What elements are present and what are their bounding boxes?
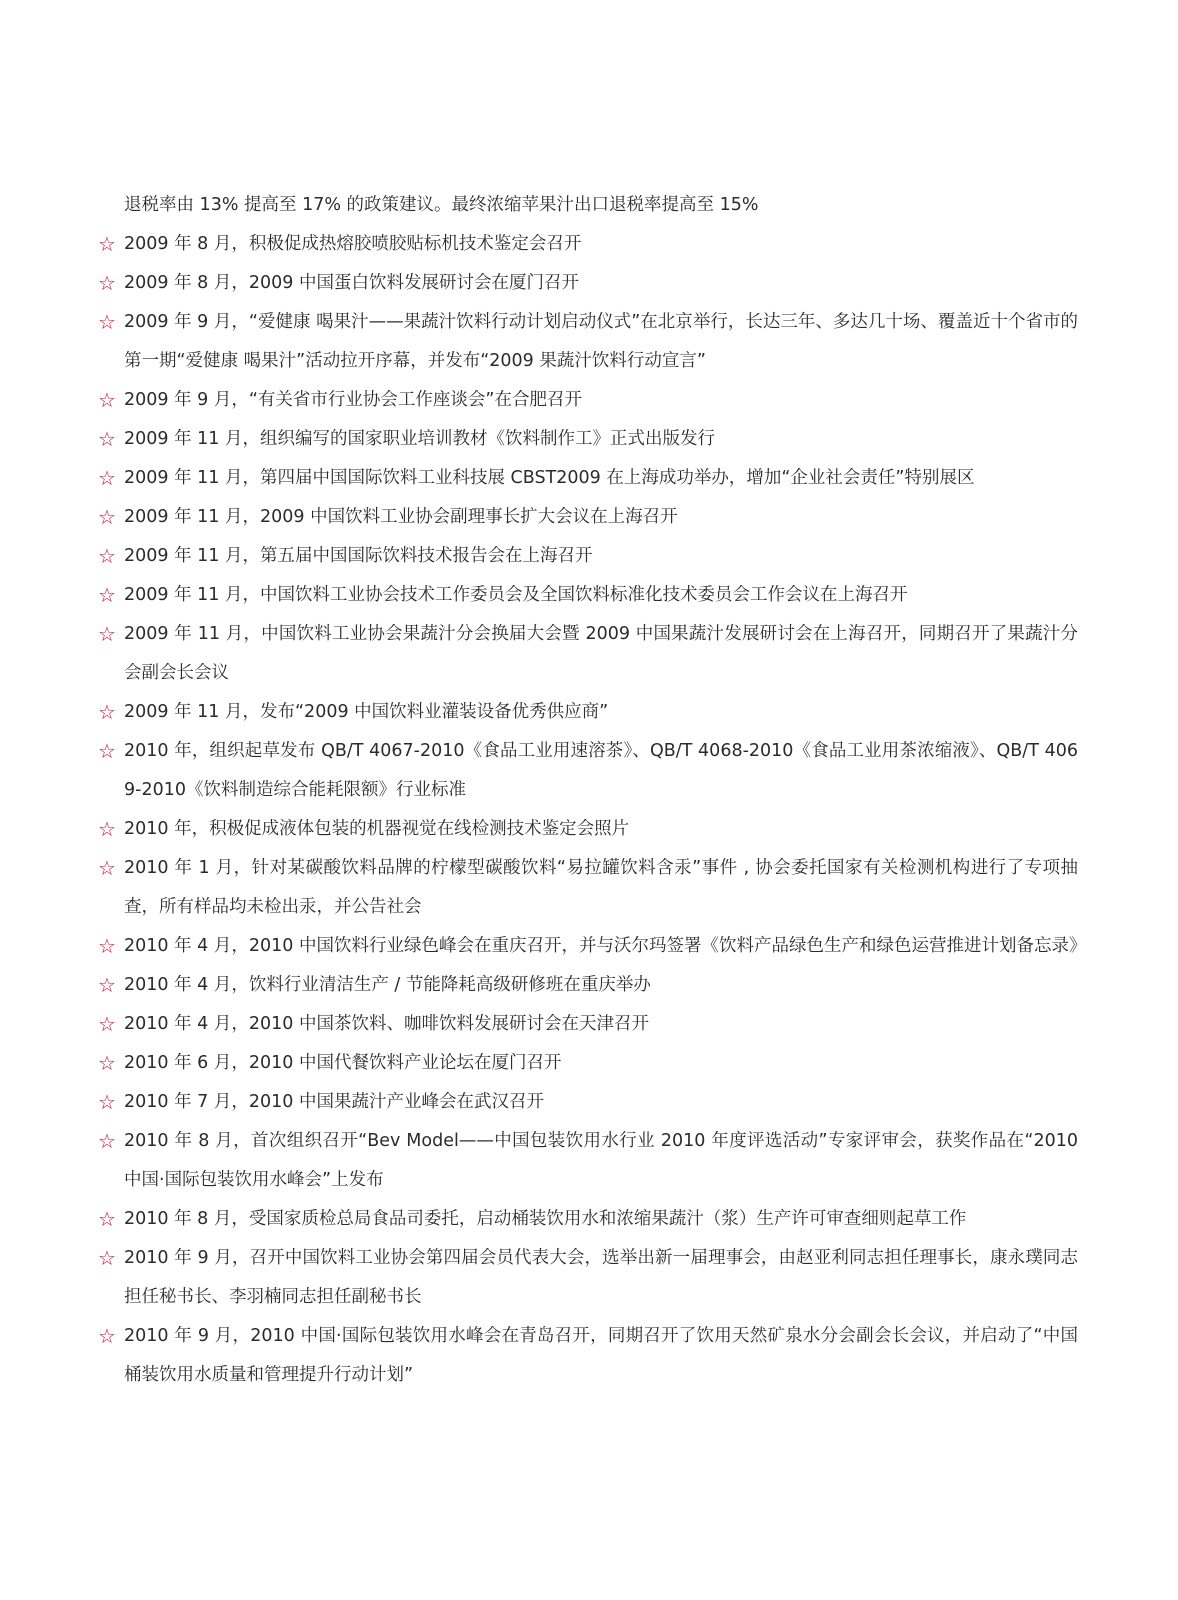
star-bullet-icon [98, 615, 124, 654]
star-bullet-icon [98, 693, 124, 732]
timeline-entry [98, 186, 1078, 225]
star-bullet-icon [98, 810, 124, 849]
star-bullet-icon [98, 1317, 124, 1356]
timeline-entry [98, 1200, 1078, 1239]
star-bullet-icon [98, 264, 124, 303]
timeline-entry [98, 459, 1078, 498]
timeline-entry [98, 420, 1078, 459]
timeline-entry [98, 693, 1078, 732]
star-bullet-icon [98, 1122, 124, 1161]
star-bullet-icon [98, 459, 124, 498]
timeline-entry [98, 576, 1078, 615]
entry-text: 2010 年 4 月，饮料行业清洁生产 / 节能降耗高级研修班在重庆举办 [124, 975, 651, 995]
timeline-entry [98, 1083, 1078, 1122]
entry-text: 2010 年 4 月，2010 中国饮料行业绿色峰会在重庆召开，并与沃尔玛签署《饮料产品绿色生产和绿色运营推进计划备忘录》 [124, 936, 1087, 956]
entry-text: 2009 年 11 月，第五届中国国际饮料技术报告会在上海召开 [124, 546, 593, 566]
star-bullet-icon [98, 498, 124, 537]
star-bullet-icon [98, 420, 124, 459]
entry-text: 2009 年 8 月，2009 中国蛋白饮料发展研讨会在厦门召开 [124, 273, 579, 293]
entry-text: 退税率由 13% 提高至 17% 的政策建议。最终浓缩苹果汁出口退税率提高至 15% [124, 195, 759, 215]
timeline-entry [98, 615, 1078, 693]
entry-text: 2009 年 11 月，中国饮料工业协会技术工作委员会及全国饮料标准化技术委员会工作会议在上海召开 [124, 585, 908, 605]
star-bullet-icon [98, 303, 124, 342]
entry-text: 2010 年 1 月，针对某碳酸饮料品牌的柠檬型碳酸饮料“易拉罐饮料含汞”事件 , 协会委托国家有关检测机构进行了专项抽查，所有样品均未检出汞，并公告社会 [124, 858, 1078, 917]
timeline-entry [98, 264, 1078, 303]
star-bullet-icon [98, 1239, 124, 1278]
star-bullet-icon [98, 537, 124, 576]
star-bullet-icon [98, 1083, 124, 1122]
star-bullet-icon [98, 732, 124, 771]
entry-text: 2009 年 11 月，中国饮料工业协会果蔬汁分会换届大会暨 2009 中国果蔬汁发展研讨会在上海召开，同期召开了果蔬汁分会副会长会议 [124, 624, 1078, 683]
entry-text: 2010 年 9 月，召开中国饮料工业协会第四届会员代表大会，选举出新一届理事会，由赵亚利同志担任理事长，康永璞同志担任秘书长、李羽楠同志担任副秘书长 [124, 1248, 1078, 1307]
timeline-entry [98, 927, 1087, 966]
entry-text: 2009 年 8 月，积极促成热熔胶喷胶贴标机技术鉴定会召开 [124, 234, 582, 254]
entry-text: 2010 年 4 月，2010 中国茶饮料、咖啡饮料发展研讨会在天津召开 [124, 1014, 649, 1034]
entry-text: 2009 年 11 月，第四届中国国际饮料工业科技展 CBST2009 在上海成功举办，增加“企业社会责任”特别展区 [124, 468, 975, 488]
star-bullet-icon [98, 849, 124, 888]
timeline-entry [98, 537, 1078, 576]
timeline-entry [98, 225, 1078, 264]
event-timeline [98, 186, 1087, 1395]
star-bullet-icon [98, 381, 124, 420]
star-bullet-icon [98, 1005, 124, 1044]
timeline-entry [98, 1317, 1078, 1395]
timeline-entry [98, 810, 1078, 849]
entry-text: 2009 年 9 月，“有关省市行业协会工作座谈会”在合肥召开 [124, 390, 582, 410]
timeline-entry [98, 966, 1078, 1005]
entry-text: 2010 年 9 月，2010 中国·国际包装饮用水峰会在青岛召开，同期召开了饮用天然矿泉水分会副会长会议，并启动了“中国桶装饮用水质量和管理提升行动计划” [124, 1326, 1078, 1385]
entry-text: 2009 年 11 月，组织编写的国家职业培训教材《饮料制作工》正式出版发行 [124, 429, 715, 449]
timeline-entry [98, 1239, 1078, 1317]
star-bullet-icon [98, 1200, 124, 1239]
timeline-entry [98, 1005, 1078, 1044]
timeline-entry [98, 1122, 1078, 1200]
timeline-entry [98, 1044, 1078, 1083]
entry-text: 2009 年 11 月，发布“2009 中国饮料业灌装设备优秀供应商” [124, 702, 609, 722]
timeline-entry [98, 849, 1078, 927]
timeline-entry [98, 303, 1078, 381]
entry-text: 2009 年 9 月，“爱健康 喝果汁——果蔬汁饮料行动计划启动仪式”在北京举行，长达三年、多达几十场、覆盖近十个省市的第一期“爱健康 喝果汁”活动拉开序幕，并发布“2009 果蔬汁饮料行动宣言” [124, 312, 1078, 371]
timeline-entry [98, 732, 1078, 810]
star-bullet-icon [98, 1044, 124, 1083]
star-bullet-icon [98, 225, 124, 264]
timeline-entry [98, 381, 1078, 420]
star-bullet-icon [98, 576, 124, 615]
entry-text: 2010 年 7 月，2010 中国果蔬汁产业峰会在武汉召开 [124, 1092, 544, 1112]
entry-text: 2010 年，组织起草发布 QB/T 4067-2010《食品工业用速溶茶》、QB/T 4068-2010《食品工业用茶浓缩液》、QB/T 4069-2010《饮料制造综合能耗限额》行业标准 [124, 741, 1078, 800]
star-bullet-icon [98, 966, 124, 1005]
entry-text: 2010 年 6 月，2010 中国代餐饮料产业论坛在厦门召开 [124, 1053, 562, 1073]
timeline-entry [98, 498, 1078, 537]
entry-text: 2010 年 8 月，受国家质检总局食品司委托，启动桶装饮用水和浓缩果蔬汁（浆）生产许可审查细则起草工作 [124, 1209, 967, 1229]
entry-text: 2010 年 8 月，首次组织召开“Bev Model——中国包装饮用水行业 2010 年度评选活动”专家评审会，获奖作品在“2010 中国·国际包装饮用水峰会”上发布 [124, 1131, 1078, 1190]
entry-text: 2009 年 11 月，2009 中国饮料工业协会副理事长扩大会议在上海召开 [124, 507, 678, 527]
entry-text: 2010 年，积极促成液体包装的机器视觉在线检测技术鉴定会照片 [124, 819, 630, 839]
star-bullet-icon [98, 927, 124, 966]
